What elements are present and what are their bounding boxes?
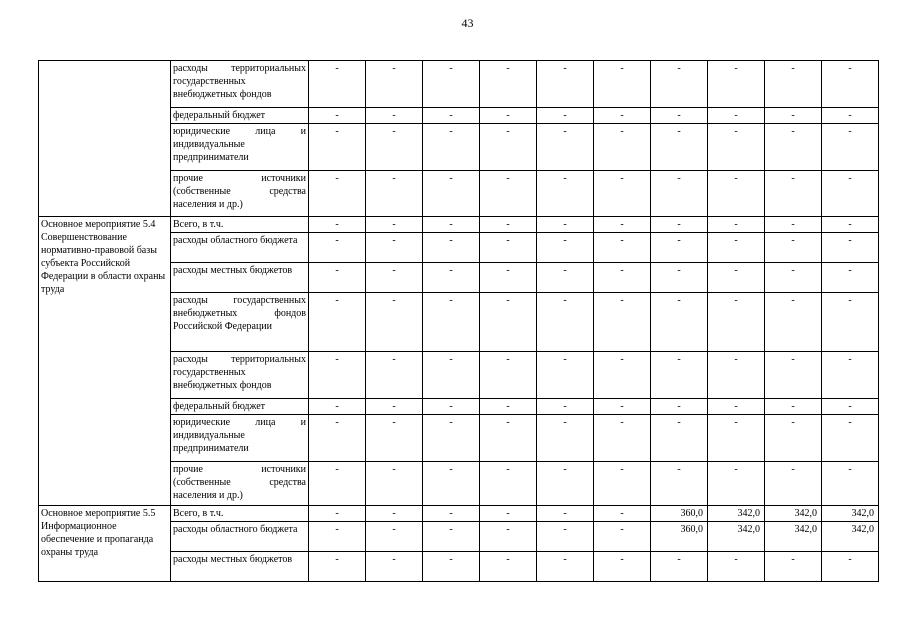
value-cell: - (594, 506, 651, 522)
value-cell: - (423, 217, 480, 233)
value-cell: - (480, 552, 537, 582)
value-cell: - (708, 263, 765, 293)
value-cell: - (423, 108, 480, 124)
value-cell: - (309, 462, 366, 506)
value-cell: - (708, 415, 765, 462)
table-row (39, 217, 879, 233)
value-cell: - (651, 263, 708, 293)
value-cell: - (366, 217, 423, 233)
funding-source-cell: федеральный бюджет (171, 108, 309, 124)
value-cell: - (309, 124, 366, 171)
value-cell: - (537, 263, 594, 293)
value-cell: - (480, 522, 537, 552)
value-cell: - (765, 293, 822, 352)
value-cell: - (822, 108, 879, 124)
value-cell: 342,0 (708, 506, 765, 522)
value-cell: - (594, 233, 651, 263)
value-cell: - (309, 352, 366, 399)
activity-cell: Основное мероприятие 5.4 Совершенствование нормативно-правовой базы субъекта Российской Федерации в области охраны труда (39, 217, 171, 506)
value-cell: - (366, 522, 423, 552)
funding-source-cell: Всего, в т.ч. (171, 217, 309, 233)
value-cell: - (309, 415, 366, 462)
value-cell: - (822, 552, 879, 582)
value-cell: - (423, 124, 480, 171)
value-cell: - (537, 124, 594, 171)
value-cell: - (822, 61, 879, 108)
funding-source-cell: Всего, в т.ч. (171, 506, 309, 522)
value-cell: - (537, 399, 594, 415)
value-cell: - (765, 399, 822, 415)
value-cell: - (480, 61, 537, 108)
value-cell: - (309, 61, 366, 108)
value-cell: - (594, 552, 651, 582)
value-cell: - (651, 293, 708, 352)
value-cell: - (651, 217, 708, 233)
value-cell: - (480, 263, 537, 293)
value-cell: - (708, 552, 765, 582)
value-cell: - (480, 124, 537, 171)
value-cell: 342,0 (765, 522, 822, 552)
funding-source-cell: расходы местных бюджетов (171, 263, 309, 293)
value-cell: - (765, 217, 822, 233)
value-cell: - (309, 552, 366, 582)
value-cell: - (366, 108, 423, 124)
value-cell: - (822, 352, 879, 399)
value-cell: - (708, 352, 765, 399)
funding-source-cell: юридические лица и индивидуальные предприниматели (171, 415, 309, 462)
value-cell: - (594, 124, 651, 171)
value-cell: - (594, 61, 651, 108)
value-cell: 360,0 (651, 506, 708, 522)
value-cell: - (594, 171, 651, 217)
value-cell: - (765, 61, 822, 108)
value-cell: - (366, 61, 423, 108)
value-cell: - (537, 61, 594, 108)
value-cell: - (480, 293, 537, 352)
value-cell: - (423, 552, 480, 582)
value-cell: - (366, 124, 423, 171)
value-cell: - (366, 263, 423, 293)
value-cell: - (594, 522, 651, 552)
table-body (39, 61, 879, 582)
value-cell: - (822, 399, 879, 415)
value-cell: - (423, 171, 480, 217)
funding-source-cell: расходы областного бюджета (171, 522, 309, 552)
value-cell: 342,0 (822, 522, 879, 552)
value-cell: - (366, 399, 423, 415)
value-cell: - (423, 415, 480, 462)
funding-source-cell: расходы государственных внебюджетных фондов Российской Федерации (171, 293, 309, 352)
value-cell: - (537, 233, 594, 263)
value-cell: - (594, 415, 651, 462)
value-cell: - (423, 506, 480, 522)
table-row (39, 506, 879, 522)
value-cell: - (423, 263, 480, 293)
budget-table (38, 60, 879, 582)
value-cell: - (822, 293, 879, 352)
value-cell: - (651, 233, 708, 263)
value-cell: - (651, 552, 708, 582)
value-cell: - (309, 217, 366, 233)
value-cell: - (480, 415, 537, 462)
value-cell: - (537, 352, 594, 399)
value-cell: - (594, 217, 651, 233)
value-cell: - (651, 108, 708, 124)
value-cell: - (423, 522, 480, 552)
value-cell: - (765, 415, 822, 462)
value-cell: - (708, 61, 765, 108)
value-cell: - (651, 61, 708, 108)
value-cell: 342,0 (822, 506, 879, 522)
value-cell: - (309, 108, 366, 124)
value-cell: - (537, 522, 594, 552)
value-cell: - (366, 352, 423, 399)
value-cell: 342,0 (708, 522, 765, 552)
value-cell: - (480, 462, 537, 506)
value-cell: - (822, 415, 879, 462)
value-cell: - (765, 108, 822, 124)
funding-source-cell: расходы областного бюджета (171, 233, 309, 263)
value-cell: - (594, 263, 651, 293)
value-cell: - (765, 552, 822, 582)
value-cell: - (423, 293, 480, 352)
value-cell: - (651, 171, 708, 217)
page-number: 43 (461, 16, 474, 30)
value-cell: - (651, 462, 708, 506)
value-cell: - (822, 233, 879, 263)
value-cell: - (480, 233, 537, 263)
value-cell: - (423, 399, 480, 415)
value-cell: - (480, 171, 537, 217)
value-cell: - (594, 399, 651, 415)
value-cell: - (309, 399, 366, 415)
value-cell: - (651, 399, 708, 415)
value-cell: - (594, 352, 651, 399)
value-cell: - (480, 217, 537, 233)
value-cell: - (537, 293, 594, 352)
value-cell: - (651, 415, 708, 462)
value-cell: 342,0 (765, 506, 822, 522)
value-cell: - (537, 217, 594, 233)
value-cell: - (708, 293, 765, 352)
value-cell: - (480, 108, 537, 124)
value-cell: - (309, 171, 366, 217)
value-cell: - (480, 352, 537, 399)
value-cell: - (765, 233, 822, 263)
value-cell: - (423, 462, 480, 506)
value-cell: - (309, 293, 366, 352)
value-cell: - (594, 293, 651, 352)
value-cell: - (537, 552, 594, 582)
value-cell: - (822, 217, 879, 233)
value-cell: - (309, 233, 366, 263)
value-cell: - (708, 124, 765, 171)
value-cell: - (822, 124, 879, 171)
value-cell: - (708, 233, 765, 263)
value-cell: - (708, 399, 765, 415)
table-row (39, 61, 879, 108)
value-cell: - (366, 552, 423, 582)
value-cell: - (594, 108, 651, 124)
value-cell: - (765, 171, 822, 217)
value-cell: - (708, 171, 765, 217)
value-cell: - (765, 462, 822, 506)
value-cell: - (366, 293, 423, 352)
funding-source-cell: прочие источники (собственные средства населения и др.) (171, 171, 309, 217)
value-cell: - (423, 233, 480, 263)
value-cell: - (423, 61, 480, 108)
value-cell: - (309, 522, 366, 552)
value-cell: - (366, 462, 423, 506)
funding-source-cell: расходы местных бюджетов (171, 552, 309, 582)
value-cell: - (651, 124, 708, 171)
value-cell: - (537, 506, 594, 522)
value-cell: - (765, 263, 822, 293)
funding-source-cell: федеральный бюджет (171, 399, 309, 415)
value-cell: - (651, 352, 708, 399)
value-cell: - (480, 506, 537, 522)
value-cell: - (537, 171, 594, 217)
value-cell: - (822, 462, 879, 506)
value-cell: - (366, 415, 423, 462)
value-cell: 360,0 (651, 522, 708, 552)
funding-source-cell: юридические лица и индивидуальные предприниматели (171, 124, 309, 171)
value-cell: - (708, 108, 765, 124)
value-cell: - (309, 506, 366, 522)
value-cell: - (765, 124, 822, 171)
value-cell: - (708, 462, 765, 506)
value-cell: - (480, 399, 537, 415)
value-cell: - (537, 108, 594, 124)
value-cell: - (594, 462, 651, 506)
value-cell: - (537, 462, 594, 506)
value-cell: - (822, 171, 879, 217)
funding-source-cell: расходы территориальных государственных внебюджетных фондов (171, 61, 309, 108)
value-cell: - (537, 415, 594, 462)
value-cell: - (708, 217, 765, 233)
activity-cell: Основное мероприятие 5.5 Информационное обеспечение и пропаганда охраны труда (39, 506, 171, 582)
value-cell: - (765, 352, 822, 399)
value-cell: - (366, 171, 423, 217)
value-cell: - (366, 233, 423, 263)
funding-source-cell: прочие источники (собственные средства населения и др.) (171, 462, 309, 506)
activity-cell (39, 61, 171, 217)
funding-source-cell: расходы территориальных государственных внебюджетных фондов (171, 352, 309, 399)
value-cell: - (309, 263, 366, 293)
value-cell: - (822, 263, 879, 293)
value-cell: - (366, 506, 423, 522)
value-cell: - (423, 352, 480, 399)
